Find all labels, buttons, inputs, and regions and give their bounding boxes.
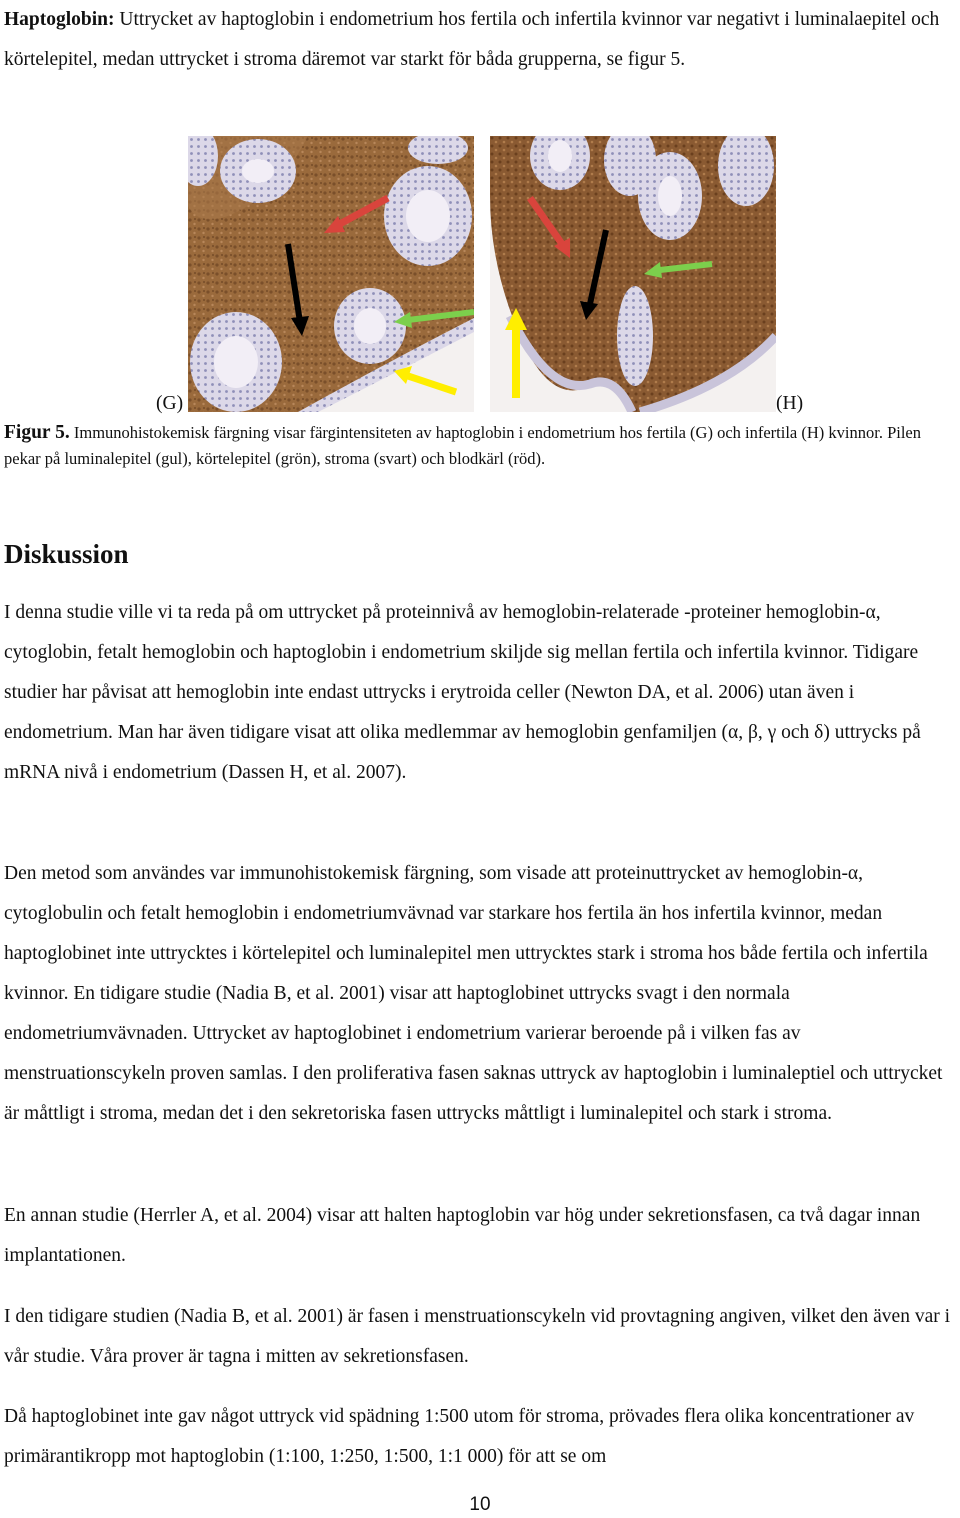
section-heading: Diskussion [4, 539, 129, 569]
caption-text: Immunohistokemisk färgning visar färgintensiteten av haptoglobin i endometrium hos fertila (G) och infertila (H) kvinnor. Pilen pekar på luminalepitel (gul), körtelepitel (grön), stroma (svart) och blodkärl (röd). [4, 423, 921, 468]
figure-image-h [490, 136, 776, 412]
paragraph-5: Då haptoglobinet inte gav något uttryck vid spädning 1:500 utom för stroma, prövades flera olika koncentrationer av primärantikropp mot haptoglobin (1:100, 1:250, 1:500, 1:1 000) för att se om [4, 1406, 915, 1467]
paragraph-4: I den tidigare studien (Nadia B, et al. 2001) är fasen i menstruationscykeln vid provtagning angiven, vilket den även var i vår studie. Våra prover är tagna i mitten av sekretionsfasen. [4, 1306, 951, 1367]
page-number: 10 [469, 1494, 491, 1515]
figure-image-g [188, 136, 474, 412]
intro-paragraph [4, 0, 960, 80]
figure-caption [4, 420, 960, 472]
figure-label-h: (H) [776, 393, 804, 414]
paragraph-3: En annan studie (Herrler A, et al. 2004) visar att halten haptoglobin var hög under sekretionsfasen, ca två dagar innan implantationen. [4, 1205, 921, 1266]
paragraph-2: Den metod som användes var immunohistokemisk färgning, som visade att proteinuttrycket av hemoglobin-α, cytoglobulin och fetalt hemoglobin i endometriumvävnad var starkare hos fertila än hos infertila kvinnor, medan haptoglobinet inte uttrycktes i körtelepitel och luminalepitel men uttrycktes stark i stroma hos både fertila och infertila kvinnor. En tidigare studie (Nadia B, et al. 2001) visar att haptoglobinet uttrycks svagt i den normala endometriumvävnaden. Uttrycket av haptoglobinet i endometrium varierar beroende på i vilken fas av menstruationscykeln proven samlas. I den proliferativa fasen saknas uttryck av haptoglobin i luminaleptiel och uttrycket är måttligt i stroma, medan det i den sekretoriska fasen uttrycks måttligt i luminalepitel och stark i stroma. [4, 863, 943, 1124]
paragraph-1: I denna studie ville vi ta reda på om uttrycket på proteinnivå av hemoglobin-relaterade -proteiner hemoglobin-α, cytoglobin, fetalt hemoglobin och haptoglobin i endometrium skiljde sig mellan fertila och infertila kvinnor. Tidigare studier har påvisat att hemoglobin inte endast uttrycks i erytroida celler (Newton DA, et al. 2006) utan även i endometrium. Man har även tidigare visat att olika medlemmar av hemoglobin genfamiljen (α, β, γ och δ) uttrycks på mRNA nivå i endometrium (Dassen H, et al. 2007). [4, 602, 921, 783]
intro-text: Uttrycket av haptoglobin i endometrium hos fertila och infertila kvinnor var negativt i luminalaepitel och körtelepitel, medan uttrycket i stroma däremot var starkt för båda grupperna, se figur 5. [4, 9, 940, 70]
intro-lead: Haptoglobin: [4, 9, 115, 30]
caption-label: Figur 5. [4, 422, 70, 443]
figure-label-g: (G) [156, 393, 184, 414]
